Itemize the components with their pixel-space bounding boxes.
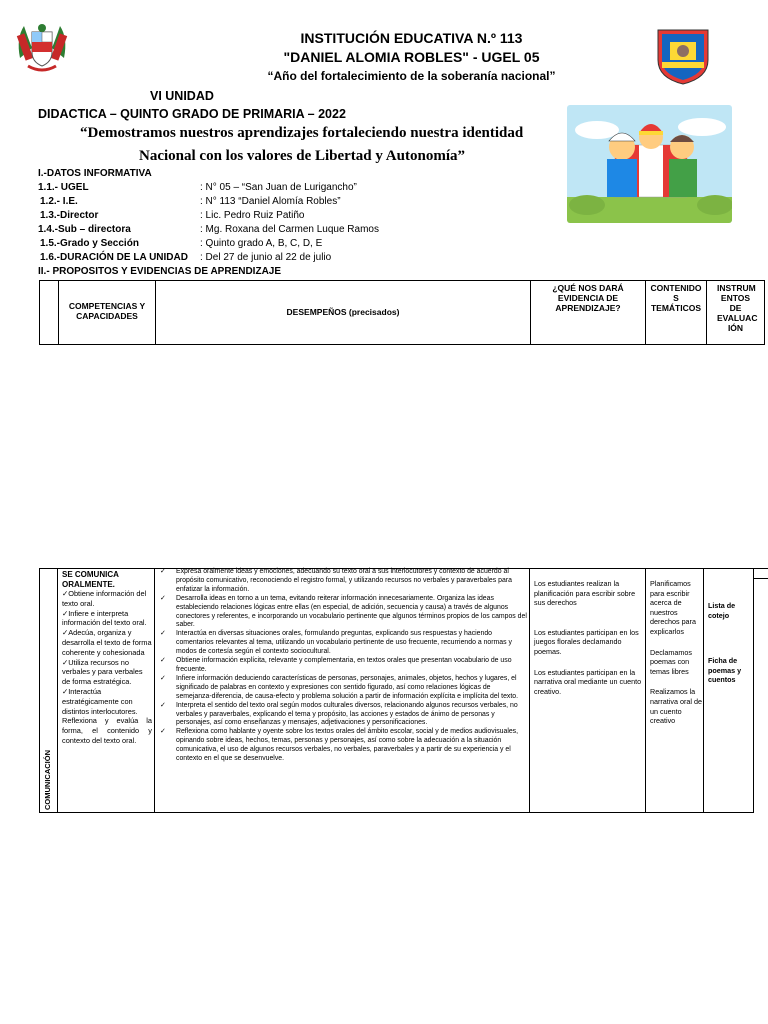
datos-value: : N° 05 – “San Juan de Lurigancho” — [200, 182, 357, 193]
datos-value: : Mg. Roxana del Carmen Luque Ramos — [200, 224, 379, 235]
instrumento-item: Ficha de poemas y cuentos — [708, 656, 742, 685]
datos-label: 1.2.- I.E. — [40, 196, 78, 207]
header-contenidos: CONTENIDO S TEMÁTICOS — [646, 281, 707, 344]
capacidad-item: ✓Interactúa estratégicamente con distintos interlocutores. — [62, 686, 138, 716]
area-name: COMUNICACIÓN — [43, 750, 52, 810]
unit-title-line2: Nacional con los valores de Libertad y Autonomía” — [139, 148, 465, 164]
header-evidencia: ¿QUÉ NOS DARÁ EVIDENCIA DE APRENDIZAJE? — [531, 281, 646, 344]
evidencia-item: Los estudiantes participan en los juegos florales declamando poemas. — [534, 627, 639, 656]
capacidad-item: ✓Utiliza recursos no verbales y para verbales de forma estratégica. — [62, 657, 143, 687]
contenido-item: Declamamos poemas con temas libres — [650, 647, 692, 676]
desempeno-item: ✓ Desarrolla ideas en torno a un tema, evitando reiterar información innecesariamente. Organiza las ideas estableciendo relaciones lógicas entre ellas (en especial, de adición, secuencia y causa) a través de algunos conectores y referentes, e incorporando un vocabulario pertinente que algunos términos propios de los campos del saber. — [160, 595, 527, 631]
datos-label: 1.4.-Sub – directora — [38, 224, 131, 235]
contenidos-cell — [650, 579, 704, 726]
year-motto: “Año del fortalecimiento de la soberanía nacional” — [267, 69, 556, 83]
datos-label: 1.3.-Director — [40, 210, 99, 221]
datos-value: : Quinto grado A, B, C, D, E — [200, 238, 323, 249]
propositos-header-table — [39, 280, 765, 345]
unit-didactica: DIDACTICA – QUINTO GRADO DE PRIMARIA – 2022 — [38, 107, 346, 121]
header-area-cell — [40, 281, 59, 344]
competencia-cell — [62, 570, 152, 746]
header-desempenos: DESEMPEÑOS (precisados) — [156, 281, 531, 344]
header-competencias: COMPETENCIAS Y CAPACIDADES — [59, 281, 156, 344]
contenido-item: Realizamos la narrativa oral de un cuento creativo — [650, 687, 702, 726]
datos-label: 1.6.-DURACIÓN DE LA UNIDAD — [40, 252, 188, 263]
desempeno-item: ✓ Interpreta el sentido del texto oral según modos culturales diversos, relacionando algunos recursos verbales, no verbales y paraverbales, explicando el tema y propósito, las acciones y estados de ánimo de personas y personajes, así como enseñanzas y mensajes, adjetivaciones y personificaciones. — [160, 702, 527, 729]
capacidad-item: ✓Adecúa, organiza y desarrolla el texto de forma coherente y cohesionada — [62, 628, 152, 657]
desempeno-item: ✓ Infiere información deduciendo características de personas, personajes, animales, objetos, hechos y lugares, el significado de palabras en contexto y expresiones con sentido figurado, así como relaciones lógicas de semejanza-diferencia, de causa-efecto y problema solución a partir de información explícita e implícita del texto. — [160, 675, 527, 702]
area-label — [42, 740, 56, 810]
evidencias-cell — [534, 579, 642, 696]
desempeno-item: ✓ Obtiene información explícita, relevante y complementaria, en textos orales que presentan vocabulario de uso frecuente. — [160, 657, 527, 675]
datos-heading: I.-DATOS INFORMATIVA — [38, 168, 152, 179]
desempeno-item: ✓ Expresa oralmente ideas y emociones, adecuando su texto oral a sus interlocutores y contexto de acuerdo al propósito comunicativo, reconociendo el registro formal, y utilizando recursos no verbales y paraverbales para enfatizar la información. — [160, 568, 527, 595]
peru-coat-of-arms-icon — [14, 18, 70, 74]
capacidad-item: Reflexiona y evalúa la forma, el contenido y contexto del texto oral. — [62, 716, 152, 745]
instrumento-item: Lista de cotejo — [708, 601, 736, 620]
evidencia-item: Los estudiantes participan en la narrativa oral mediante un cuento creativo. — [534, 667, 642, 696]
unit-title-line1: “Demostramos nuestros aprendizajes fortaleciendo nuestra identidad — [80, 125, 524, 141]
desempenos-list — [160, 568, 527, 764]
evidencia-item: Los estudiantes realizan la planificación para escribir sobre sus derechos — [534, 579, 636, 608]
unit-number: VI UNIDAD — [150, 89, 214, 103]
header-instrumentos: INSTRUM ENTOS DE EVALUAC IÓN — [717, 283, 758, 333]
datos-label: 1.5.-Grado y Sección — [40, 238, 139, 249]
contenido-item: Planificamos para escribir acerca de nuestros derechos para explicarlos — [650, 579, 696, 636]
datos-value: : N° 113 “Daniel Alomía Robles” — [200, 196, 341, 207]
datos-value: : Del 27 de junio al 22 de julio — [200, 252, 332, 263]
institution-title: INSTITUCIÓN EDUCATIVA N.º 113 — [300, 30, 523, 46]
children-flag-illustration — [567, 105, 732, 223]
instrumentos-cell — [708, 601, 754, 685]
datos-label: 1.1.- UGEL — [38, 182, 89, 193]
capacidad-item: ✓Obtiene información del texto oral. — [62, 589, 147, 608]
datos-value: : Lic. Pedro Ruiz Patiño — [200, 210, 305, 221]
capacidad-item: ✓Infiere e interpreta información del texto oral. — [62, 608, 147, 628]
propositos-heading: II.- PROPOSITOS Y EVIDENCIAS DE APRENDIZAJE — [38, 266, 282, 277]
competencia-title: SE COMUNICA ORALMENTE. — [62, 570, 119, 589]
desempeno-item: ✓ Interactúa en diversas situaciones orales, formulando preguntas, explicando sus respuestas y haciendo comentarios relevantes al tema, utilizando un vocabulario pertinente de uso frecuente, recurriendo a normas y modos de cortesía según el contexto sociocultural. — [160, 630, 527, 657]
school-name: "DANIEL ALOMIA ROBLES" - UGEL 05 — [283, 49, 540, 65]
desempeno-item: ✓ Reflexiona como hablante y oyente sobre los textos orales del ámbito escolar, social y de medios audiovisuales, opinando sobre ideas, hechos, temas, personas y personajes, así como sobre la adecuación a la situación comunicativa, el uso de algunos recursos verbales, no verbales, paraverbales y a partir de su experiencia y el contexto en el que se desenvuelve. — [160, 728, 527, 764]
